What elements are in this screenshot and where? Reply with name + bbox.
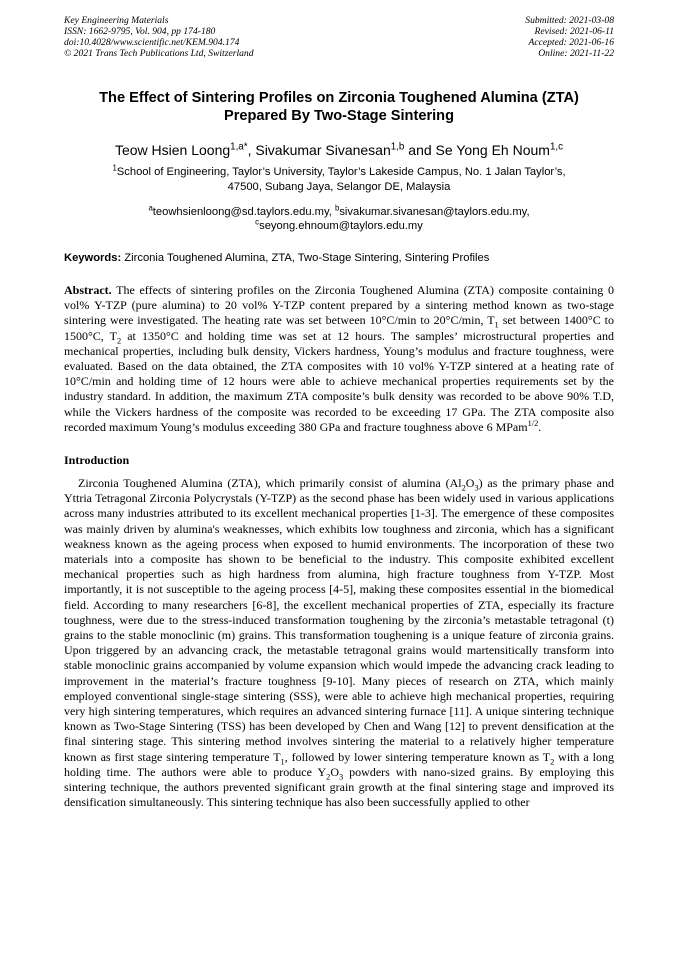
journal-name: Key Engineering Materials <box>64 15 169 26</box>
title-line-1: The Effect of Sintering Profiles on Zirconia Toughened Alumina (ZTA) <box>99 90 579 106</box>
affiliation-line-2: 47500, Subang Jaya, Selangor DE, Malaysia <box>227 181 451 193</box>
introduction-heading: Introduction <box>64 453 130 468</box>
abstract-label: Abstract. <box>64 283 112 297</box>
affiliation <box>64 165 614 195</box>
email-b[interactable]: sivakumar.sivanesan@taylors.edu.my <box>339 206 527 218</box>
email-line-1: $^a$teowhsienloong@sd.taylors.edu.my, $^b$sivakumar.sivanesan@taylors.edu.my, <box>148 203 530 218</box>
paper-title <box>64 89 614 125</box>
submitted-date: Submitted: 2021-03-08 <box>525 15 614 26</box>
email-line-2: $^c$seyong.ehnoum@taylors.edu.my <box>255 217 423 232</box>
accepted-date: Accepted: 2021-06-16 <box>528 37 614 48</box>
author-2-affiliation-mark: 1,b <box>390 141 405 153</box>
email-a[interactable]: teowhsienloong@sd.taylors.edu.my <box>152 206 329 218</box>
author-separator: , <box>247 142 256 158</box>
keywords-label: Keywords: <box>64 252 122 264</box>
introduction-paragraph: Zirconia Toughened Alumina (ZTA), which primarily consist of alumina $(Al_2O_3)$ as the primary phase and Yttria Tetragonal Zirconia Polycrystals (Y-TZP) as the second phase has been widely used in various applications across many industries attributed to its excellent mechanical properties [1-3]. The emergence of these composites was mainly driven by alumina's weaknesses, which exhibits low toughness and zirconia, which has a significant weakness known as the ageing process when exposed to humid environments. The incorporation of these two materials into a composite has shown to be beneficial to the industry. This composite exhibited excellent mechanical properties such as high hardness from alumina, high fracture toughness from Y-TZP. Most importantly, it is not susceptible to the ageing process [4-5], making these composites essential in the biomedical field. According to many researchers [6-8], the excellent mechanical properties of ZTA, especially its fracture toughness, were due to the stress-induced transformation toughening by the zirconia’s metastable tetragonal (t) grains to the stable monoclinic (m) grains. This transformation toughening is a unique feature of zirconia grains. Upon triggered by an advancing crack, the metastable tetragonal grains would martensitically transform into stable monoclinic grains accompanied by volume expansion which would impede the advancing crack leading to improvement in the material’s fracture toughness [9-10]. Many pieces of research on ZTA, which mainly employed conventional single-stage sintering (SSS), were able to achieve high mechanical properties, requiring very high sintering temperatures, which requires an advanced sintering furnace [11]. A unique sintering technique known as Two-Stage Sintering (TSS) has been developed by Chen and Wang [12] to prevent densification at the final sintering stage. This sintering method involves sintering the material to a relatively higher temperature known as first stage sintering temperature $T_1$, followed by lower sintering temperature known as $T_2$ with a long holding time. The authors were able to produce $Y_2O_3$ powders with nano-sized grains. By employing this sintering technique, the authors prevented significant grain growth at the final sintering stage and improved its densification simultaneously. This sintering technique has also been successfully applied to other <box>64 476 615 810</box>
title-line-2: Prepared By Two-Stage Sintering <box>223 108 455 124</box>
abstract: Abstract. The effects of sintering profiles on the Zirconia Toughened Alumina (ZTA) composite containing 0 vol% Y-TZP (pure alumina) to 20 vol% Y-TZP content prepared by a sintering method known as two-stage sintering were investigated. The heating rate was set between 10°C/min to 20°C/min, $T_1$ set between 1400°C to 1500°C, $T_2$ at 1350°C and holding time was set at 12 hours. The samples’ microstructural properties and mechanical properties, including bulk density, Vickers hardness, Young’s modulus and fracture toughness, were evaluated. Based on the data obtained, the ZTA composites with 10 vol% Y-TZP sintered at a heating rate of 10°C/min and holding time of 12 hours were able to achieve mechanical properties requirements set by the industry standard. In addition, the maximum ZTA composite’s bulk density was recorded to be above 90% T.D, while the Vickers hardness of the composite was recorded to be exceeding 17 GPa. The ZTA composite also recorded maximum Young’s modulus exceeding 380 GPa and fracture toughness above 6 MPam$^{1/2}$. <box>64 283 615 434</box>
author-3-name: Se Yong Eh Noum <box>435 142 550 158</box>
author-2-name: Sivakumar Sivanesan <box>255 142 391 158</box>
publication-dates <box>525 15 614 59</box>
author-list <box>64 141 614 159</box>
author-emails <box>64 205 614 233</box>
email-c[interactable]: seyong.ehnoum@taylors.edu.my <box>259 220 423 232</box>
doi-line: doi:10.4028/www.scientific.net/KEM.904.174 <box>64 37 240 48</box>
online-date: Online: 2021-11-22 <box>538 48 614 59</box>
journal-info <box>64 15 254 59</box>
author-separator: and <box>404 142 436 158</box>
issn-line: ISSN: 1662-9795, Vol. 904, pp 174-180 <box>64 26 216 37</box>
keywords <box>64 251 614 265</box>
affiliation-line-1: $^1$School of Engineering, Taylor’s University, Taylor’s Lakeside Campus, No. 1 Jalan Taylor’s, <box>112 163 566 178</box>
publication-header <box>64 15 614 59</box>
keywords-text: Zirconia Toughened Alumina, ZTA, Two-Stage Sintering, Sintering Profiles <box>121 252 490 264</box>
affiliation-mark: 1 <box>112 163 117 173</box>
author-1-affiliation-mark: 1,a* <box>230 141 248 153</box>
author-1-name: Teow Hsien Loong <box>114 142 231 158</box>
author-3-affiliation-mark: 1,c <box>549 141 564 153</box>
revised-date: Revised: 2021-06-11 <box>534 26 614 37</box>
copyright-line: © 2021 Trans Tech Publications Ltd, Switzerland <box>64 48 254 59</box>
